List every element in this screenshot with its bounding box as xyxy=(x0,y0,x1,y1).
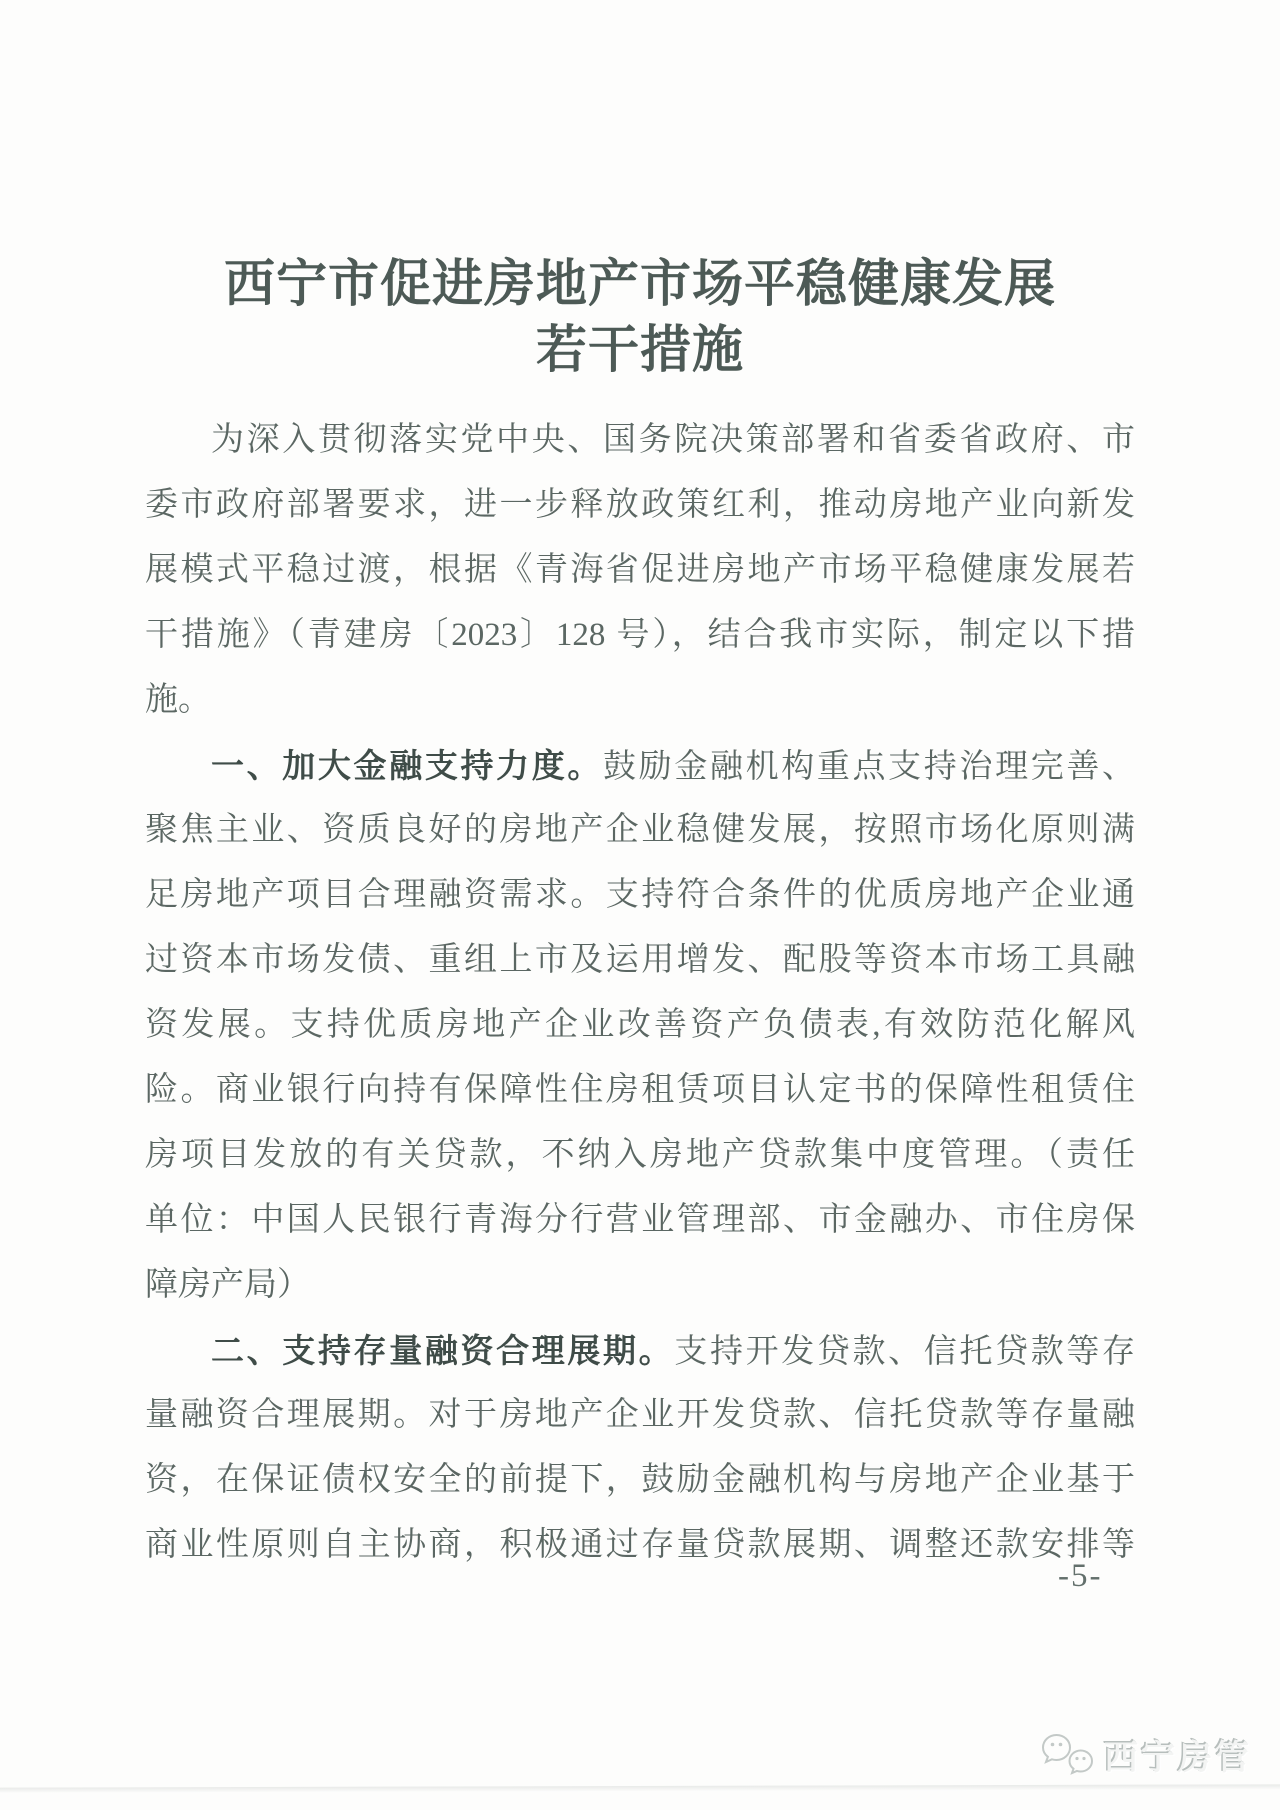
document-title-line2: 若干措施 xyxy=(535,323,744,379)
section2-text: 支持开发贷款、信托贷款等存 xyxy=(674,1334,1136,1370)
wechat-icon xyxy=(1040,1732,1098,1783)
section1-text: 鼓励金融机构重点支持治理完善、 xyxy=(603,749,1136,785)
section2-line: 商业性原则自主协商，积极通过存量贷款展期、调整还款安排等 xyxy=(145,1527,1135,1563)
section1-line: 过资本市场发债、重组上市及运用增发、配股等资本市场工具融 xyxy=(145,942,1135,978)
intro-line: 施。 xyxy=(145,682,211,718)
section1-line: 房项目发放的有关贷款，不纳入房地产贷款集中度管理。（责任 xyxy=(145,1137,1135,1173)
intro-line: 委市政府部署要求，进一步释放政策红利，推动房地产业向新发 xyxy=(145,487,1135,523)
section1-line xyxy=(145,733,1135,798)
section2-line xyxy=(145,1318,1135,1383)
document-body xyxy=(145,408,1135,1578)
intro-line: 为深入贯彻落实党中央、国务院决策部署和省委省政府、市 xyxy=(211,422,1135,458)
section1-line: 足房地产项目合理融资需求。支持符合条件的优质房地产企业通 xyxy=(145,877,1135,913)
scan-edge-shadow xyxy=(0,1784,1280,1792)
watermark xyxy=(1040,1732,1252,1783)
intro-line: 展模式平稳过渡，根据《青海省促进房地产市场平稳健康发展若 xyxy=(145,552,1135,588)
section2-heading: 二、支持存量融资合理展期。 xyxy=(211,1332,675,1369)
page-number: -5- xyxy=(1058,1558,1103,1594)
watermark-label: 西宁房管 xyxy=(1104,1738,1252,1777)
section1-line: 单位：中国人民银行青海分行营业管理部、市金融办、市住房保 xyxy=(145,1202,1135,1238)
section1-line: 障房产局） xyxy=(145,1267,310,1303)
intro-line: 干措施》（青建房〔2023〕128 号），结合我市实际，制定以下措 xyxy=(145,617,1135,653)
document-title xyxy=(145,252,1135,384)
section1-line: 资发展。支持优质房地产企业改善资产负债表,有效防范化解风 xyxy=(145,1007,1135,1043)
section2-line: 资，在保证债权安全的前提下，鼓励金融机构与房地产企业基于 xyxy=(145,1462,1135,1498)
section1-line: 险。商业银行向持有保障性住房租赁项目认定书的保障性租赁住 xyxy=(145,1072,1135,1108)
section2-line: 量融资合理展期。对于房地产企业开发贷款、信托贷款等存量融 xyxy=(145,1397,1135,1433)
document-title-line1: 西宁市促进房地产市场平稳健康发展 xyxy=(223,257,1056,313)
section1-heading: 一、加大金融支持力度。 xyxy=(211,747,604,784)
section1-line: 聚焦主业、资质良好的房地产企业稳健发展，按照市场化原则满 xyxy=(145,812,1135,848)
